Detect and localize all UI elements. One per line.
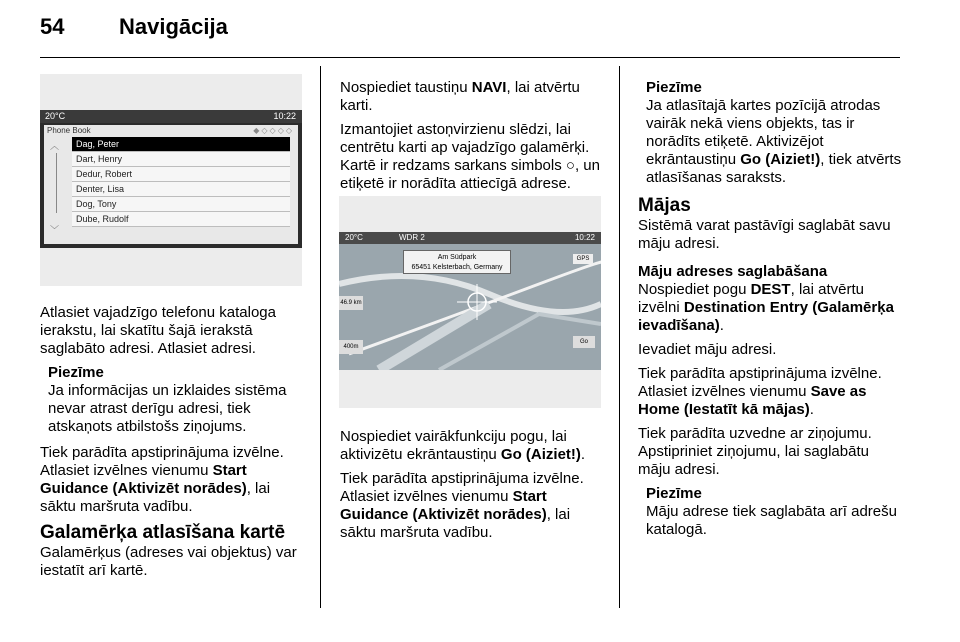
header-rule — [40, 57, 900, 58]
column-divider-1 — [320, 66, 321, 608]
phonebook-title: Phone Book — [47, 126, 91, 135]
note-title: Piezīme — [646, 79, 702, 96]
column-2-top — [340, 79, 608, 199]
paragraph: Galamērķus (adreses vai objektus) var iestatīt arī kartē. — [40, 544, 297, 579]
section-heading: Mājas — [638, 195, 691, 216]
phonebook-entry[interactable]: Dart, Henry — [72, 152, 290, 167]
phonebook-panel — [44, 125, 298, 244]
paragraph: Tiek parādīta apstiprinājuma izvēlne. Atlasiet izvēlnes vienumu Start Guidance (Aktivizēt norādes), lai sāktu maršruta vadību. — [40, 444, 284, 515]
note — [40, 364, 308, 436]
radio-station: WDR 2 — [399, 233, 425, 242]
phonebook-entry[interactable]: Dube, Rudolf — [72, 212, 290, 227]
phonebook-figure — [40, 74, 302, 286]
scroll-up-icon[interactable]: ︿ — [50, 141, 60, 151]
paragraph: Sistēmā varat pastāvīgi saglabāt savu māju adresi. — [638, 217, 891, 252]
subsection-heading: Māju adreses saglabāšana — [638, 263, 828, 280]
note-text: Ja informācijas un izklaides sistēma nevar atrast derīgu adresi, tiek atskaņots atbilstošs ziņojums. — [48, 382, 287, 435]
status-icons: ◆◇◇◇◇ — [253, 126, 294, 135]
note — [638, 485, 903, 539]
clock: 10:22 — [273, 111, 296, 121]
column-3 — [638, 79, 903, 547]
note-text: Māju adrese tiek saglabāta arī adrešu katalogā. — [646, 503, 897, 538]
phonebook-entry[interactable]: Dag, Peter — [72, 137, 290, 152]
gps-indicator: GPS — [573, 254, 593, 264]
distance-readout: 46.9 km — [339, 296, 363, 310]
go-button[interactable]: Go — [573, 336, 595, 348]
note-text: Ja atlasītajā kartes pozīcijā atrodas vairāk nekā viens objekts, tas ir norādīts etiķetē. Aktivizējot ekrāntaustiņu Go (Aiziet!), tiek atvērts atlasīšanas saraksts. — [646, 97, 902, 186]
section-heading: Galamērķa atlasīšana kartē — [40, 522, 286, 543]
temperature: 20°C — [345, 233, 363, 242]
paragraph: Nospiediet taustiņu NAVI, lai atvērtu karti. — [340, 79, 580, 114]
paragraph: Tiek parādīta apstiprinājuma izvēlne. Atlasiet izvēlnes vienumu Save as Home (Iestatīt kā mājas). — [638, 365, 882, 418]
scroll-down-icon[interactable]: ﹀ — [50, 225, 60, 235]
phonebook-list — [72, 137, 290, 227]
address-label: Am Südpark 65451 Kelsterbach, Germany — [403, 250, 511, 274]
phonebook-entry[interactable]: Dedur, Robert — [72, 167, 290, 182]
page-number: 54 — [40, 14, 65, 39]
scale-readout: 400m — [339, 340, 363, 354]
paragraph: Izmantojiet astoņvirzienu slēdzi, lai centrētu karti ap vajadzīgo galamērķi. Kartē ir redzams sarkans simbols ○, un etiķetē ir norādīta attiecīgā adrese. — [340, 121, 600, 192]
paragraph: Atlasiet vajadzīgo telefonu kataloga ierakstu, lai skatītu šajā ierakstā saglabāto adresi. Atlasiet adresi. — [40, 304, 276, 357]
temperature: 20°C — [45, 111, 66, 121]
page-title: Navigācija — [119, 14, 228, 39]
map-figure — [339, 196, 601, 408]
phonebook-entry[interactable]: Dog, Tony — [72, 197, 290, 212]
map-screen — [339, 232, 601, 370]
paragraph: Tiek parādīta apstiprinājuma izvēlne. Atlasiet izvēlnes vienumu Start Guidance (Aktivizēt norādes), lai sāktu maršruta vadību. — [340, 470, 584, 541]
paragraph: Nospiediet vairākfunkciju pogu, lai aktivizētu ekrāntaustiņu Go (Aiziet!). — [340, 428, 586, 463]
note-title: Piezīme — [48, 364, 104, 381]
note-title: Piezīme — [646, 485, 702, 502]
phonebook-screen — [40, 110, 302, 248]
paragraph: Ievadiet māju adresi. — [638, 341, 777, 358]
clock: 10:22 — [574, 233, 595, 242]
column-divider-2 — [619, 66, 620, 608]
paragraph: Nospiediet pogu DEST, lai atvērtu izvēlni Destination Entry (Galamērķa ievadīšana). — [638, 281, 894, 334]
note — [638, 79, 903, 187]
scrollbar[interactable] — [56, 153, 57, 213]
status-bar — [339, 232, 601, 244]
phonebook-entry[interactable]: Denter, Lisa — [72, 182, 290, 197]
paragraph: Tiek parādīta uzvedne ar ziņojumu. Apstipriniet ziņojumu, lai saglabātu māju adresi. — [638, 425, 872, 478]
status-bar — [40, 110, 302, 123]
column-1 — [40, 304, 308, 586]
column-2-bottom — [340, 428, 608, 548]
